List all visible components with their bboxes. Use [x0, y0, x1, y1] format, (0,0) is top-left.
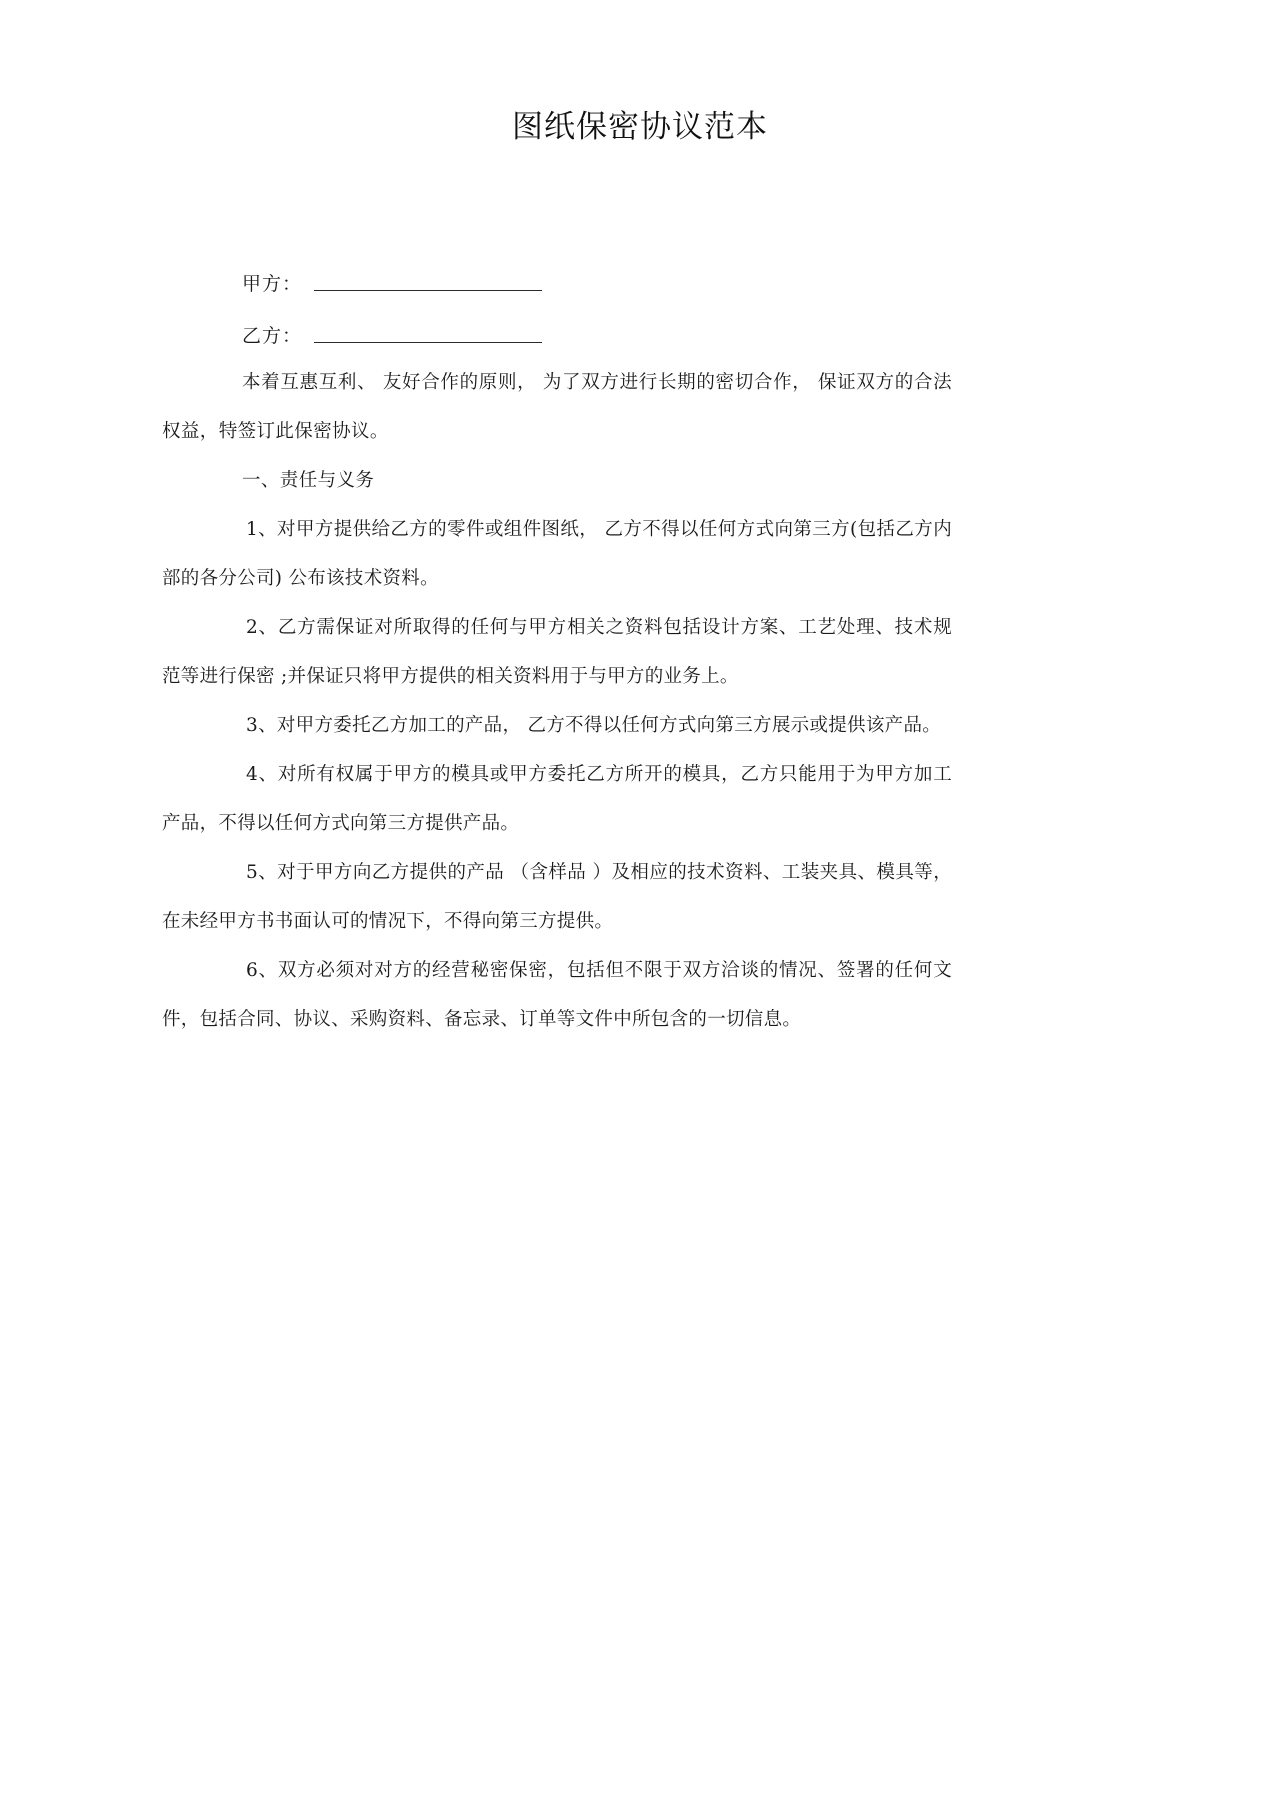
party-a-label: 甲方： [242, 273, 303, 295]
party-field-row [162, 243, 952, 295]
party-b-blank-line[interactable] [314, 341, 542, 343]
clause-item: 4、对所有权属于甲方的模具或甲方委托乙方所开的模具，乙方只能用于为甲方加工产品，不得以任何方式向第三方提供产品。 [162, 764, 952, 834]
clause-item: 3、对甲方委托乙方加工的产品， 乙方不得以任何方式向第三方展示或提供该产品。 [246, 715, 942, 736]
section-heading-responsibilities: 一、责任与义务 [242, 470, 375, 491]
party-field-row [162, 295, 952, 347]
page-title: 图纸保密协议范本 [512, 109, 768, 144]
preamble-paragraph: 本着互惠互利、 友好合作的原则， 为了双方进行长期的密切合作， 保证双方的合法权益，特签订此保密协议。 [162, 372, 952, 442]
party-a-blank-line[interactable] [314, 289, 542, 291]
clause-item: 1、对甲方提供给乙方的零件或组件图纸， 乙方不得以任何方式向第三方(包括乙方内部的各分公司) 公布该技术资料。 [162, 519, 952, 589]
party-b-label: 乙方： [242, 325, 303, 347]
clause-item: 6、双方必须对对方的经营秘密保密，包括但不限于双方洽谈的情况、签署的任何文件，包括合同、协议、采购资料、备忘录、订单等文件中所包含的一切信息。 [162, 960, 952, 1030]
clause-item: 5、对于甲方向乙方提供的产品 （含样品 ）及相应的技术资料、工装夹具、模具等， 在未经甲方书书面认可的情况下，不得向第三方提供。 [162, 862, 952, 932]
document-body [162, 243, 952, 1044]
clause-item: 2、乙方需保证对所取得的任何与甲方相关之资料包括设计方案、工艺处理、技术规范等进行保密 ;并保证只将甲方提供的相关资料用于与甲方的业务上。 [162, 617, 952, 687]
